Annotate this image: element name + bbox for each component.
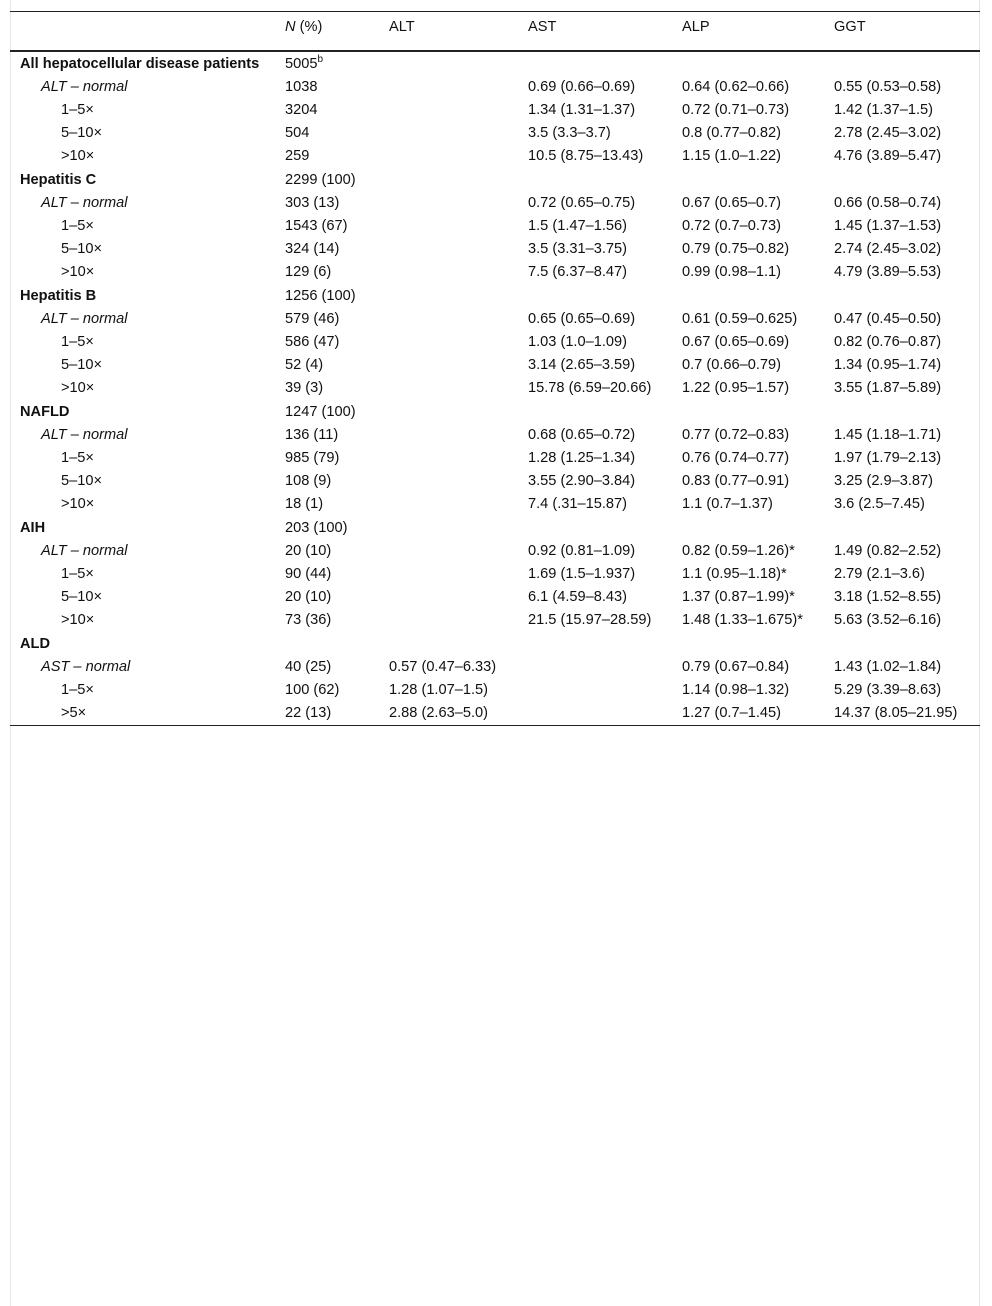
row-label: >10× (61, 264, 95, 280)
cell-alt (379, 447, 518, 470)
cell-n: 504 (285, 125, 310, 141)
cell-alp: 1.22 (0.95–1.57) (682, 380, 790, 396)
cell-alt (379, 261, 518, 284)
cell-alp: 1.15 (1.0–1.22) (682, 148, 781, 164)
table-row (10, 424, 980, 447)
group-name: Hepatitis B (20, 288, 97, 304)
cell-alp: 0.67 (0.65–0.69) (682, 334, 790, 350)
group-n-footnote: b (317, 54, 324, 66)
cell-ggt: 4.76 (3.89–5.47) (834, 148, 942, 164)
header-n (275, 12, 379, 52)
table-body (10, 51, 980, 726)
row-label: >10× (61, 148, 95, 164)
cell-alp: 1.48 (1.33–1.675)* (682, 612, 803, 628)
cell-ggt: 2.78 (2.45–3.02) (834, 125, 942, 141)
group-empty-cell (379, 168, 518, 192)
cell-ggt: 1.45 (1.37–1.53) (834, 218, 942, 234)
cell-n: 324 (14) (285, 241, 340, 257)
group-empty-cell (824, 284, 980, 308)
cell-alt: 1.28 (1.07–1.5) (389, 682, 488, 698)
cell-ast: 6.1 (4.59–8.43) (528, 589, 627, 605)
cell-alt (379, 145, 518, 168)
cell-ast: 1.5 (1.47–1.56) (528, 218, 627, 234)
group-n (275, 632, 379, 656)
cell-alp: 0.77 (0.72–0.83) (682, 427, 790, 443)
cell-n: 52 (4) (285, 357, 324, 373)
cell-ast: 3.5 (3.31–3.75) (528, 241, 627, 257)
row-label: AST – normal (41, 659, 131, 675)
group-row (10, 516, 980, 540)
group-empty-cell (824, 400, 980, 424)
group-empty-cell (824, 516, 980, 540)
header-ast: AST (528, 19, 557, 35)
group-empty-cell (518, 400, 672, 424)
group-empty-cell (518, 284, 672, 308)
cell-alp: 0.72 (0.71–0.73) (682, 102, 790, 118)
row-label: 1–5× (61, 566, 94, 582)
cell-n: 1038 (285, 79, 318, 95)
cell-alp: 1.37 (0.87–1.99)* (682, 589, 795, 605)
cell-alp: 0.72 (0.7–0.73) (682, 218, 781, 234)
cell-ast: 1.34 (1.31–1.37) (528, 102, 636, 118)
cell-n: 40 (25) (285, 659, 332, 675)
table-row (10, 261, 980, 284)
table-header (10, 12, 980, 52)
cell-ggt: 1.34 (0.95–1.74) (834, 357, 942, 373)
cell-ggt: 2.74 (2.45–3.02) (834, 241, 942, 257)
cell-ggt: 1.49 (0.82–2.52) (834, 543, 942, 559)
cell-alp: 0.82 (0.59–1.26)* (682, 543, 795, 559)
cell-alt (379, 609, 518, 632)
cell-alp: 0.79 (0.75–0.82) (682, 241, 790, 257)
table-row (10, 192, 980, 215)
group-name: All hepatocellular disease patients (20, 56, 260, 72)
row-label: >10× (61, 496, 95, 512)
cell-alt (379, 308, 518, 331)
cell-alp: 1.14 (0.98–1.32) (682, 682, 790, 698)
cell-alp: 0.8 (0.77–0.82) (682, 125, 781, 141)
group-empty-cell (518, 51, 672, 76)
cell-ggt: 5.29 (3.39–8.63) (834, 682, 942, 698)
cell-ggt: 4.79 (3.89–5.53) (834, 264, 942, 280)
row-label: 5–10× (61, 589, 102, 605)
cell-ast (518, 656, 672, 679)
cell-alt (379, 540, 518, 563)
cell-ast: 0.68 (0.65–0.72) (528, 427, 636, 443)
group-n (275, 51, 379, 76)
cell-alt (379, 238, 518, 261)
row-label: 1–5× (61, 218, 94, 234)
cell-ggt: 3.25 (2.9–3.87) (834, 473, 933, 489)
cell-ast: 1.28 (1.25–1.34) (528, 450, 636, 466)
group-row (10, 284, 980, 308)
table-row (10, 354, 980, 377)
cell-ggt: 1.43 (1.02–1.84) (834, 659, 942, 675)
group-n (275, 400, 379, 424)
cell-alt (379, 470, 518, 493)
cell-alt (379, 493, 518, 516)
group-row (10, 51, 980, 76)
cell-alt (379, 354, 518, 377)
cell-ggt: 3.6 (2.5–7.45) (834, 496, 925, 512)
row-label: 5–10× (61, 241, 102, 257)
cell-ggt: 1.45 (1.18–1.71) (834, 427, 942, 443)
group-empty-cell (379, 516, 518, 540)
header-n-percent: (%) (295, 19, 323, 35)
row-label: ALT – normal (41, 543, 128, 559)
group-empty-cell (824, 168, 980, 192)
header-alp: ALP (682, 19, 710, 35)
table-row (10, 122, 980, 145)
group-n-value: 1247 (100) (285, 404, 356, 420)
group-row (10, 400, 980, 424)
cell-alp: 1.1 (0.7–1.37) (682, 496, 773, 512)
group-empty-cell (672, 516, 824, 540)
cell-ast: 21.5 (15.97–28.59) (528, 612, 652, 628)
group-n (275, 168, 379, 192)
cell-ast: 7.5 (6.37–8.47) (528, 264, 627, 280)
row-label: ALT – normal (41, 311, 128, 327)
table-row (10, 447, 980, 470)
table-row (10, 679, 980, 702)
row-label: 1–5× (61, 682, 94, 698)
cell-n: 22 (13) (285, 705, 332, 721)
cell-ast (518, 702, 672, 726)
group-row (10, 632, 980, 656)
table-row (10, 215, 980, 238)
cell-ast: 3.55 (2.90–3.84) (528, 473, 636, 489)
cell-alp: 1.1 (0.95–1.18)* (682, 566, 787, 582)
liver-enzyme-table (10, 11, 980, 726)
group-empty-cell (824, 632, 980, 656)
table-row (10, 563, 980, 586)
cell-alt (379, 76, 518, 99)
cell-n: 108 (9) (285, 473, 332, 489)
row-label: 1–5× (61, 334, 94, 350)
group-empty-cell (518, 632, 672, 656)
group-name: ALD (20, 636, 50, 652)
cell-ast: 1.03 (1.0–1.09) (528, 334, 627, 350)
group-empty-cell (379, 632, 518, 656)
cell-alp: 0.99 (0.98–1.1) (682, 264, 781, 280)
row-label: 1–5× (61, 102, 94, 118)
group-empty-cell (379, 400, 518, 424)
row-label: 5–10× (61, 473, 102, 489)
group-name: Hepatitis C (20, 172, 97, 188)
cell-n: 259 (285, 148, 310, 164)
cell-n: 129 (6) (285, 264, 332, 280)
header-row (10, 12, 980, 52)
table-row (10, 145, 980, 168)
cell-alt (379, 122, 518, 145)
cell-ggt: 0.55 (0.53–0.58) (834, 79, 942, 95)
cell-ast (518, 679, 672, 702)
cell-alt (379, 586, 518, 609)
cell-alp: 0.76 (0.74–0.77) (682, 450, 790, 466)
group-empty-cell (672, 51, 824, 76)
cell-ggt: 1.97 (1.79–2.13) (834, 450, 942, 466)
cell-ast: 0.72 (0.65–0.75) (528, 195, 636, 211)
cell-alp: 0.64 (0.62–0.66) (682, 79, 790, 95)
table-row (10, 99, 980, 122)
cell-ggt: 0.82 (0.76–0.87) (834, 334, 942, 350)
cell-ggt: 0.47 (0.45–0.50) (834, 311, 942, 327)
cell-ast: 0.65 (0.65–0.69) (528, 311, 636, 327)
cell-alt (379, 192, 518, 215)
cell-n: 20 (10) (285, 589, 332, 605)
cell-ast: 10.5 (8.75–13.43) (528, 148, 644, 164)
row-label: 1–5× (61, 450, 94, 466)
table-row (10, 656, 980, 679)
cell-n: 73 (36) (285, 612, 332, 628)
row-label: ALT – normal (41, 195, 128, 211)
group-empty-cell (672, 284, 824, 308)
cell-ast: 0.69 (0.66–0.69) (528, 79, 636, 95)
cell-alp: 0.83 (0.77–0.91) (682, 473, 790, 489)
group-empty-cell (672, 400, 824, 424)
group-name: NAFLD (20, 404, 70, 420)
cell-ggt: 3.55 (1.87–5.89) (834, 380, 942, 396)
group-row (10, 168, 980, 192)
cell-alp: 0.7 (0.66–0.79) (682, 357, 781, 373)
cell-ast: 15.78 (6.59–20.66) (528, 380, 652, 396)
group-empty-cell (672, 632, 824, 656)
cell-ast: 7.4 (.31–15.87) (528, 496, 627, 512)
group-empty-cell (518, 516, 672, 540)
table-row (10, 331, 980, 354)
cell-n: 985 (79) (285, 450, 340, 466)
table-row (10, 76, 980, 99)
table-row (10, 493, 980, 516)
cell-ast: 3.5 (3.3–3.7) (528, 125, 611, 141)
cell-alt (379, 377, 518, 400)
row-label: 5–10× (61, 357, 102, 373)
cell-alt (379, 331, 518, 354)
row-label: >10× (61, 612, 95, 628)
cell-ggt: 14.37 (8.05–21.95) (834, 705, 958, 721)
group-empty-cell (518, 168, 672, 192)
cell-alt (379, 215, 518, 238)
group-n-value: 203 (100) (285, 520, 348, 536)
cell-n: 136 (11) (285, 427, 339, 443)
group-n-value: 1256 (100) (285, 288, 356, 304)
cell-n: 39 (3) (285, 380, 324, 396)
cell-ast: 3.14 (2.65–3.59) (528, 357, 636, 373)
row-label: ALT – normal (41, 427, 128, 443)
cell-ggt: 0.66 (0.58–0.74) (834, 195, 942, 211)
cell-alt (379, 563, 518, 586)
table-row (10, 540, 980, 563)
table-row (10, 702, 980, 726)
header-ggt: GGT (834, 19, 866, 35)
cell-alt: 0.57 (0.47–6.33) (389, 659, 497, 675)
header-alt: ALT (389, 19, 415, 35)
group-n (275, 516, 379, 540)
row-label: ALT – normal (41, 79, 128, 95)
header-n-italic: N (285, 19, 296, 35)
cell-n: 18 (1) (285, 496, 324, 512)
group-n-value: 5005 (285, 56, 318, 72)
cell-n: 100 (62) (285, 682, 340, 698)
cell-n: 1543 (67) (285, 218, 348, 234)
cell-ggt: 1.42 (1.37–1.5) (834, 102, 933, 118)
row-label: 5–10× (61, 125, 102, 141)
cell-ast: 1.69 (1.5–1.937) (528, 566, 636, 582)
cell-n: 586 (47) (285, 334, 340, 350)
cell-n: 303 (13) (285, 195, 340, 211)
table-row (10, 238, 980, 261)
cell-alp: 0.79 (0.67–0.84) (682, 659, 790, 675)
table-row (10, 586, 980, 609)
cell-alp: 1.27 (0.7–1.45) (682, 705, 781, 721)
group-n-value: 2299 (100) (285, 172, 356, 188)
cell-n: 3204 (285, 102, 318, 118)
cell-alt (379, 424, 518, 447)
cell-ggt: 2.79 (2.1–3.6) (834, 566, 925, 582)
row-label: >10× (61, 380, 95, 396)
group-empty-cell (824, 51, 980, 76)
cell-ggt: 5.63 (3.52–6.16) (834, 612, 942, 628)
cell-n: 90 (44) (285, 566, 332, 582)
table-row (10, 377, 980, 400)
cell-n: 579 (46) (285, 311, 340, 327)
group-name: AIH (20, 520, 46, 536)
cell-alp: 0.67 (0.65–0.7) (682, 195, 781, 211)
table-row (10, 470, 980, 493)
group-empty-cell (379, 51, 518, 76)
group-empty-cell (672, 168, 824, 192)
table-row (10, 308, 980, 331)
group-empty-cell (379, 284, 518, 308)
group-n (275, 284, 379, 308)
row-label: >5× (61, 705, 87, 721)
header-blank (10, 12, 275, 52)
cell-ast: 0.92 (0.81–1.09) (528, 543, 636, 559)
cell-alp: 0.61 (0.59–0.625) (682, 311, 798, 327)
cell-ggt: 3.18 (1.52–8.55) (834, 589, 942, 605)
table-row (10, 609, 980, 632)
cell-n: 20 (10) (285, 543, 332, 559)
cell-alt: 2.88 (2.63–5.0) (389, 705, 488, 721)
cell-alt (379, 99, 518, 122)
